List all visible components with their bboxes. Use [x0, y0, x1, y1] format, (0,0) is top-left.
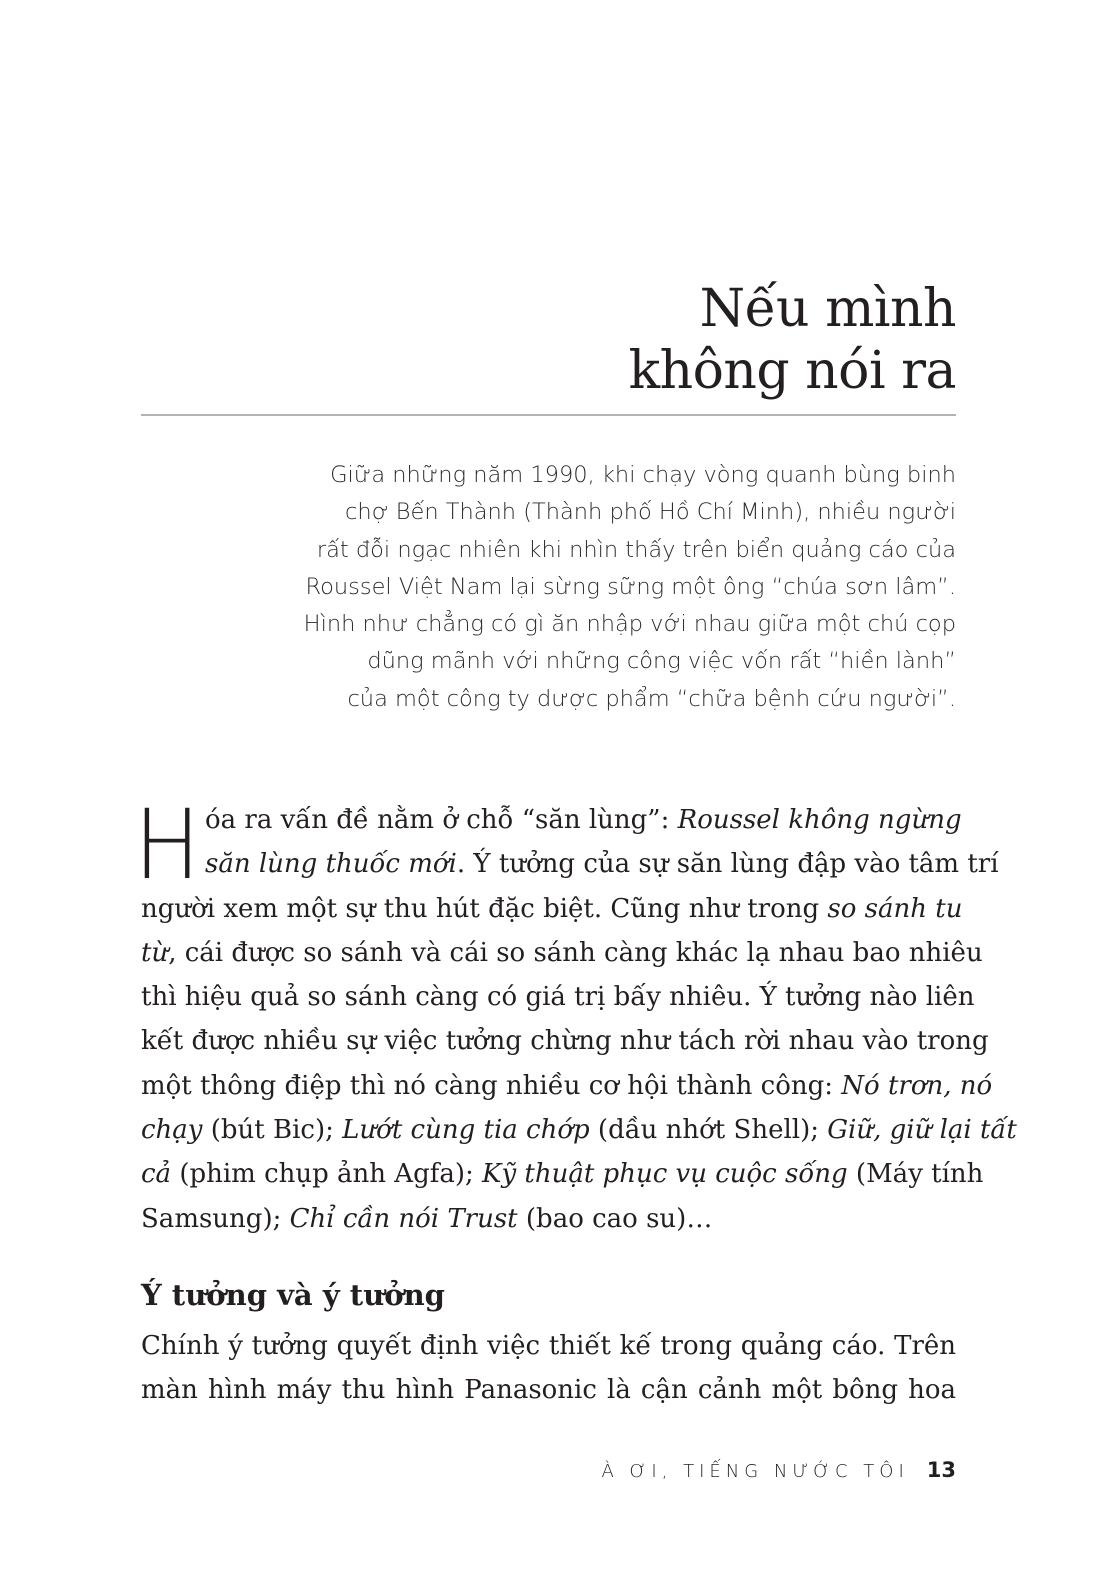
paragraph-line — [141, 842, 999, 886]
italic-run: từ — [141, 937, 169, 968]
italic-run: Nó trơn, nó — [841, 1070, 993, 1101]
epigraph — [141, 457, 956, 718]
title-divider — [141, 414, 956, 416]
section-heading: Ý tưởng và ý tưởng — [141, 1278, 445, 1312]
page-footer — [141, 1458, 956, 1482]
epigraph-line: chợ Bến Thành (Thành phố Hồ Chí Minh), nhiều người — [344, 499, 956, 526]
page-number: 13 — [926, 1458, 956, 1482]
italic-run: săn lùng thuốc mới — [205, 849, 457, 880]
text-run: người xem một sự thu hút đặc biệt. Cũng như trong — [141, 893, 828, 924]
italic-run: Kỹ thuật phục vụ cuộc sống — [482, 1159, 848, 1190]
italic-run: chạy — [141, 1115, 203, 1146]
paragraph-line — [141, 1108, 1017, 1152]
text-run: (bao cao su)… — [517, 1203, 713, 1234]
paragraph-line — [141, 1152, 984, 1196]
text-run: (Máy tính — [847, 1159, 984, 1190]
italic-run: Chỉ cần nói Trust — [289, 1203, 518, 1234]
paragraph-line — [141, 798, 962, 842]
epigraph-line: Roussel Việt Nam lại sừng sững một ông “chúa sơn lâm”. — [305, 573, 956, 600]
italic-run: cả — [141, 1159, 172, 1190]
paragraph-line: Chính ý tưởng quyết định việc thiết kế trong quảng cáo. Trên — [141, 1331, 956, 1361]
body-paragraph — [141, 798, 1017, 1241]
text-run: óa ra vấn đề nằm ở chỗ “săn lùng”: — [205, 805, 678, 835]
italic-run: Lướt cùng tia chớp — [342, 1115, 590, 1146]
text-run: Samsung); — [141, 1203, 290, 1234]
italic-run: Giữ, giữ lại tất — [827, 1115, 1017, 1146]
epigraph-line: Giữa những năm 1990, khi chạy vòng quanh bùng binh — [330, 462, 956, 488]
paragraph-line — [141, 931, 983, 975]
text-run: (phim chụp ảnh Agfa); — [171, 1159, 483, 1190]
epigraph-line: Hình như chẳng có gì ăn nhập với nhau giữa một chú cọp — [303, 611, 956, 638]
paragraph-line — [141, 1197, 956, 1241]
italic-run: Roussel không ngừng — [677, 805, 962, 835]
text-run: . Ý tưởng của sự săn lùng đập vào tâm trí — [456, 849, 999, 880]
chapter-title-line-1: Nếu mình — [699, 279, 956, 339]
paragraph-line — [141, 887, 963, 931]
paragraph-line: kết được nhiều sự việc tưởng chừng như tách rời nhau vào trong — [141, 1026, 989, 1057]
chapter-title-line-2: không nói ra — [628, 341, 956, 401]
epigraph-line: của một công ty dược phẩm “chữa bệnh cứu người”. — [347, 685, 956, 712]
running-head: À ƠI, TIẾNG NƯỚC TÔI — [601, 1461, 909, 1482]
drop-cap: H — [134, 789, 201, 901]
text-run: , cái được so sánh và cái so sánh càng khác lạ nhau bao nhiêu — [168, 937, 983, 968]
text-run: (bút Bic); — [202, 1115, 343, 1146]
paragraph-line: màn hình máy thu hình Panasonic là cận cảnh một bông hoa — [141, 1375, 956, 1406]
text-run: một thông điệp thì nó càng nhiều cơ hội thành công: — [141, 1070, 842, 1101]
chapter-title — [141, 278, 956, 402]
paragraph-line: thì hiệu quả so sánh càng có giá trị bấy nhiêu. Ý tưởng nào liên — [141, 982, 975, 1013]
body-paragraph — [141, 1324, 956, 1413]
epigraph-line: dũng mãnh với những công việc vốn rất “hiền lành” — [367, 648, 956, 675]
paragraph-line — [141, 1064, 993, 1108]
epigraph-line: rất đỗi ngạc nhiên khi nhìn thấy trên biển quảng cáo của — [316, 536, 956, 563]
italic-run: so sánh tu — [827, 893, 963, 924]
text-run: (dầu nhớt Shell); — [589, 1115, 828, 1146]
